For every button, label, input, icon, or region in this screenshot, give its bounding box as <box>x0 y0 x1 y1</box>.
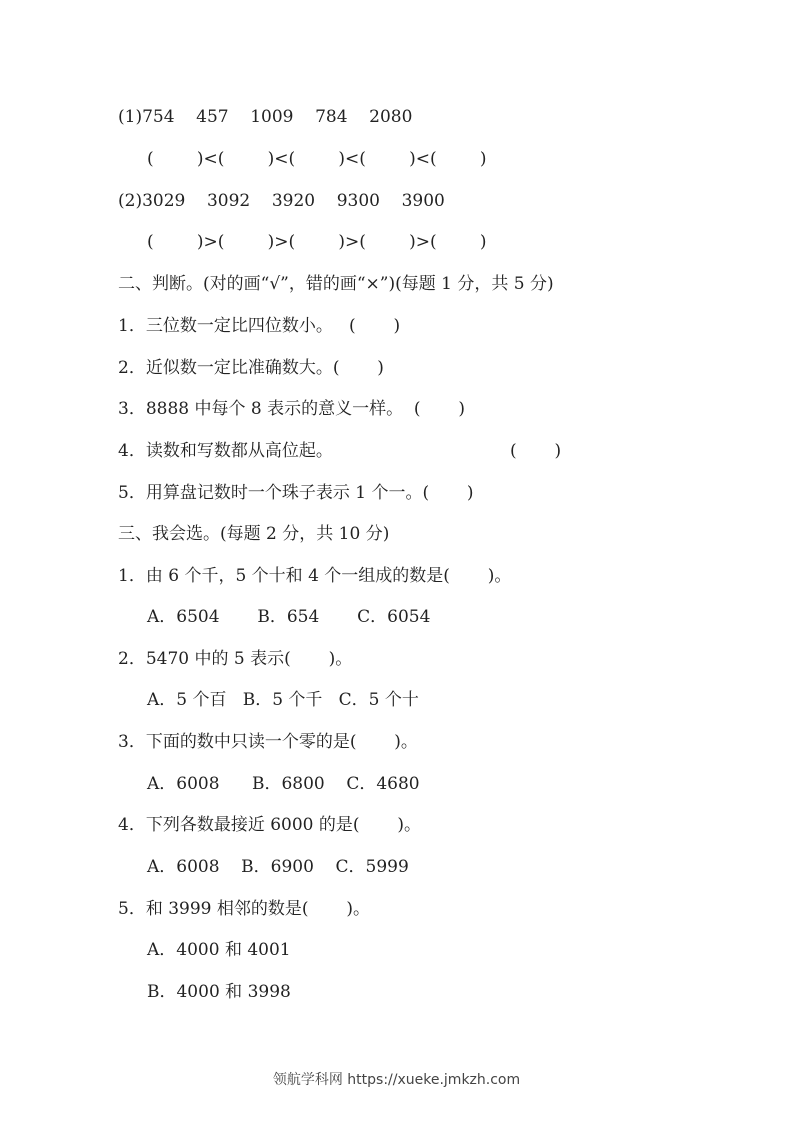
choice-q1-stem: 1．由 6 个千，5 个十和 4 个一组成的数是( )。 <box>118 566 512 586</box>
order-q2-blanks: ( )>( )>( )>( )>( ) <box>147 232 487 252</box>
judge-item-1: 1．三位数一定比四位数小。 ( ) <box>118 316 401 336</box>
choice-q5-option-a: A．4000 和 4001 <box>147 940 291 960</box>
choice-q3-stem: 3．下面的数中只读一个零的是( )。 <box>118 732 418 752</box>
judge-section-heading: 二、判断。(对的画“√”，错的画“×”)(每题 1 分，共 5 分) <box>118 274 554 294</box>
choice-q4-stem: 4．下列各数最接近 6000 的是( )。 <box>118 815 421 835</box>
order-q2-numbers: (2)3029 3092 3920 9300 3900 <box>118 191 445 211</box>
judge-item-3: 3．8888 中每个 8 表示的意义一样。 ( ) <box>118 399 466 419</box>
choice-q1-options: A．6504 B．654 C．6054 <box>147 607 431 627</box>
choice-q2-stem: 2．5470 中的 5 表示( )。 <box>118 649 353 669</box>
judge-item-4-blank: ( ) <box>510 441 562 461</box>
choice-q2-options: A．5 个百 B．5 个千 C．5 个十 <box>147 690 419 710</box>
choice-q5-stem: 5．和 3999 相邻的数是( )。 <box>118 899 370 919</box>
judge-item-4: 4．读数和写数都从高位起。 <box>118 441 333 461</box>
choice-q3-options: A．6008 B．6800 C．4680 <box>147 774 420 794</box>
judge-item-2: 2．近似数一定比准确数大。( ) <box>118 358 384 378</box>
judge-item-5: 5．用算盘记数时一个珠子表示 1 个一。( ) <box>118 483 474 503</box>
order-q1-blanks: ( )<( )<( )<( )<( ) <box>147 149 487 169</box>
order-q1-numbers: (1)754 457 1009 784 2080 <box>118 107 413 127</box>
footer-watermark: 领航学科网 https://xueke.jmkzh.com <box>272 1072 521 1088</box>
choice-section-heading: 三、我会选。(每题 2 分，共 10 分) <box>118 524 390 544</box>
choice-q4-options: A．6008 B．6900 C．5999 <box>147 857 409 877</box>
choice-q5-option-b: B．4000 和 3998 <box>147 982 291 1002</box>
